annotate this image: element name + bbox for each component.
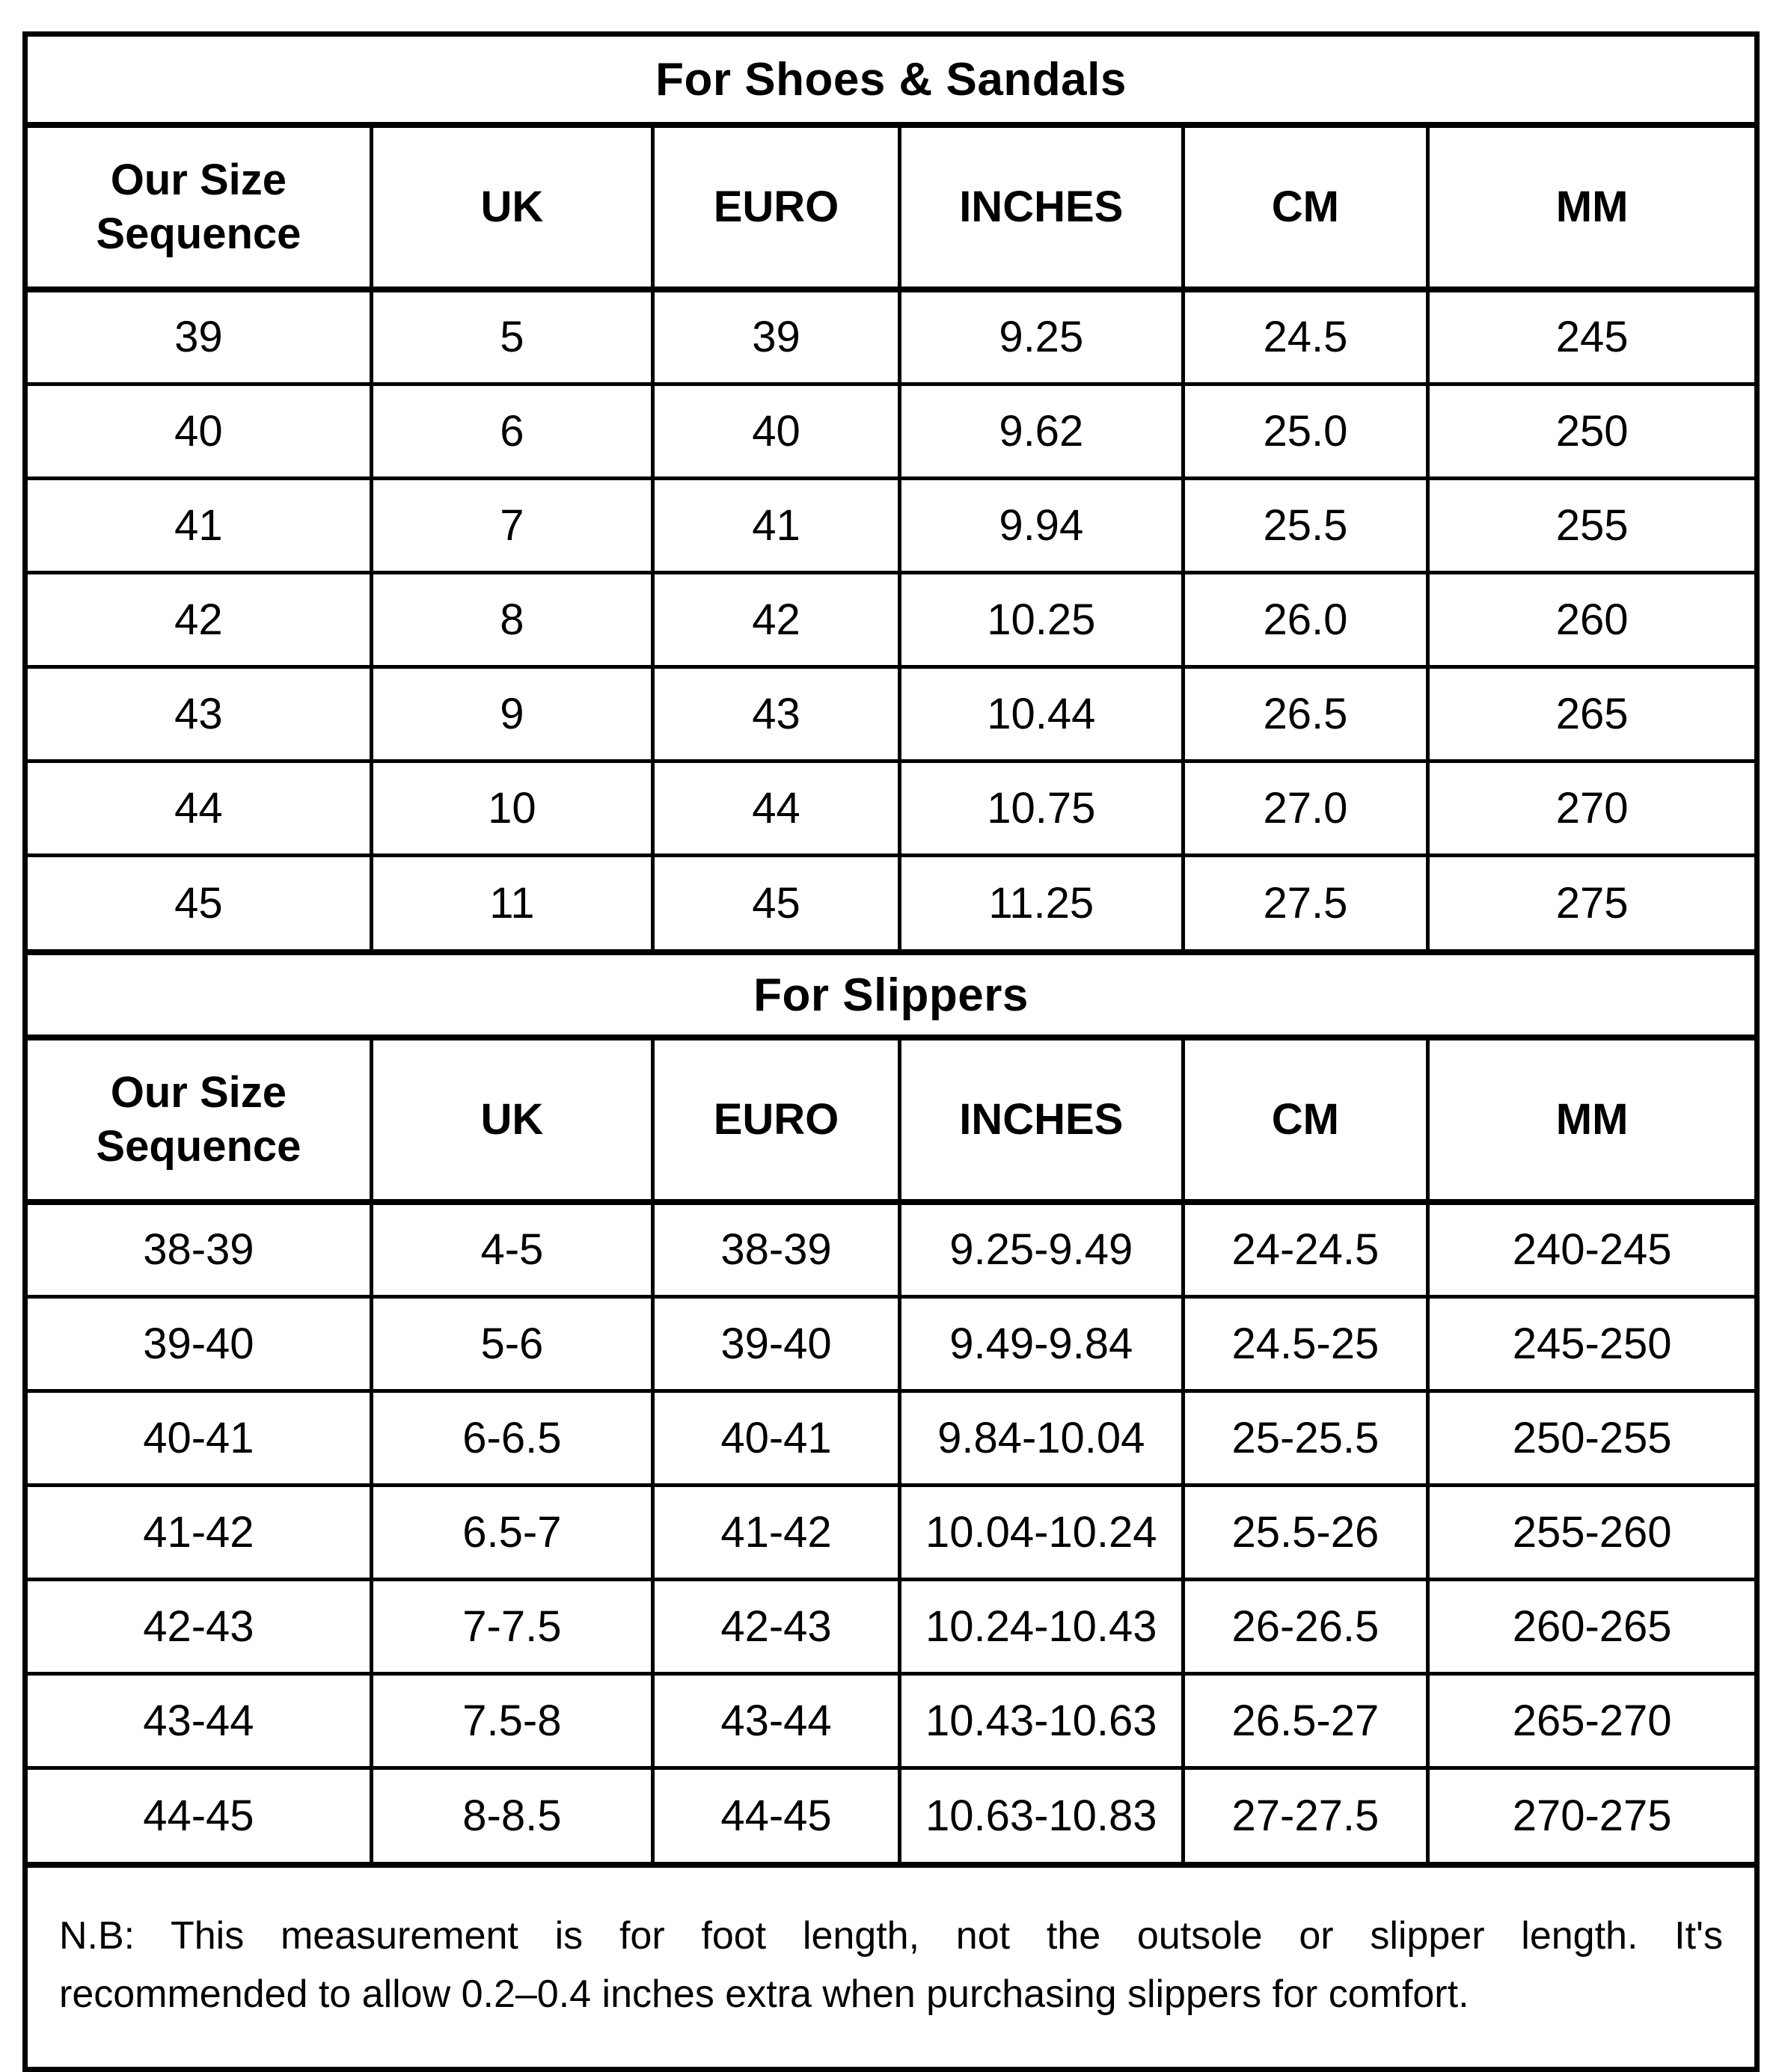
table-cell: 45 — [652, 855, 899, 949]
column-header: CM — [1183, 1040, 1428, 1202]
column-header: CM — [1183, 128, 1428, 289]
header-row — [28, 1040, 1754, 1202]
column-header: Our Size Sequence — [28, 128, 371, 289]
note-line-2: recommended to allow 0.2–0.4 inches extra when purchasing slippers for comfort. — [59, 1973, 1469, 2016]
table-cell: 10.75 — [900, 761, 1184, 855]
table-cell: 10.43-10.63 — [900, 1673, 1184, 1768]
page — [22, 31, 1760, 2072]
table-cell: 25-25.5 — [1183, 1391, 1428, 1485]
table-cell: 44-45 — [28, 1768, 371, 1862]
table-cell: 38-39 — [652, 1202, 899, 1296]
table-cell: 27.5 — [1183, 855, 1428, 949]
table-cell: 10.44 — [900, 666, 1184, 761]
table-cell: 11 — [371, 855, 652, 949]
table-cell: 45 — [28, 855, 371, 949]
table-cell: 245 — [1428, 289, 1754, 384]
table-cell: 10 — [371, 761, 652, 855]
table-cell: 10.25 — [900, 572, 1184, 666]
table-cell: 43 — [652, 666, 899, 761]
table-cell: 44 — [652, 761, 899, 855]
table-row — [28, 1673, 1754, 1768]
column-header: INCHES — [900, 128, 1184, 289]
table-cell: 26.5-27 — [1183, 1673, 1428, 1768]
table-cell: 43-44 — [28, 1673, 371, 1768]
table-cell: 255 — [1428, 478, 1754, 572]
table-cell: 11.25 — [900, 855, 1184, 949]
table-cell: 8 — [371, 572, 652, 666]
table-cell: 26.0 — [1183, 572, 1428, 666]
table-cell: 39 — [28, 289, 371, 384]
table-cell: 26.5 — [1183, 666, 1428, 761]
shoes-section-title: For Shoes & Sandals — [28, 37, 1754, 128]
table-cell: 4-5 — [371, 1202, 652, 1296]
table-cell: 5-6 — [371, 1296, 652, 1391]
table-cell: 42 — [652, 572, 899, 666]
table-cell: 275 — [1428, 855, 1754, 949]
column-header: UK — [371, 128, 652, 289]
table-cell: 42 — [28, 572, 371, 666]
table-cell: 40 — [652, 384, 899, 478]
table-cell: 10.24-10.43 — [900, 1579, 1184, 1673]
table-cell: 24-24.5 — [1183, 1202, 1428, 1296]
table-cell: 9.94 — [900, 478, 1184, 572]
table-cell: 25.0 — [1183, 384, 1428, 478]
table-cell: 27.0 — [1183, 761, 1428, 855]
table-cell: 265 — [1428, 666, 1754, 761]
column-header: EURO — [652, 1040, 899, 1202]
table-cell: 9.25 — [900, 289, 1184, 384]
table-cell: 6.5-7 — [371, 1485, 652, 1579]
size-chart-sheet — [22, 31, 1760, 2072]
table-cell: 250 — [1428, 384, 1754, 478]
table-row — [28, 1579, 1754, 1673]
table-cell: 9.49-9.84 — [900, 1296, 1184, 1391]
note-line-1: N.B: This measurement is for foot length, not the outsole or slipper length. It's — [59, 1914, 1723, 1958]
table-cell: 40-41 — [652, 1391, 899, 1485]
table-cell: 39-40 — [28, 1296, 371, 1391]
shoes-size-table — [28, 128, 1754, 949]
table-cell: 265-270 — [1428, 1673, 1754, 1768]
column-header: EURO — [652, 128, 899, 289]
table-cell: 41 — [28, 478, 371, 572]
table-cell: 43-44 — [652, 1673, 899, 1768]
table-row — [28, 1485, 1754, 1579]
table-cell: 255-260 — [1428, 1485, 1754, 1579]
table-cell: 245-250 — [1428, 1296, 1754, 1391]
table-cell: 6 — [371, 384, 652, 478]
table-cell: 260-265 — [1428, 1579, 1754, 1673]
table-cell: 270 — [1428, 761, 1754, 855]
table-cell: 40-41 — [28, 1391, 371, 1485]
table-cell: 9.25-9.49 — [900, 1202, 1184, 1296]
table-cell: 24.5 — [1183, 289, 1428, 384]
column-header: UK — [371, 1040, 652, 1202]
table-row — [28, 1296, 1754, 1391]
table-row — [28, 1391, 1754, 1485]
table-cell: 41-42 — [28, 1485, 371, 1579]
table-cell: 44 — [28, 761, 371, 855]
table-cell: 25.5 — [1183, 478, 1428, 572]
table-cell: 5 — [371, 289, 652, 384]
table-row — [28, 761, 1754, 855]
slippers-section-title: For Slippers — [28, 949, 1754, 1040]
table-cell: 42-43 — [28, 1579, 371, 1673]
column-header: INCHES — [900, 1040, 1184, 1202]
table-cell: 8-8.5 — [371, 1768, 652, 1862]
table-cell: 39-40 — [652, 1296, 899, 1391]
table-cell: 44-45 — [652, 1768, 899, 1862]
table-cell: 9.84-10.04 — [900, 1391, 1184, 1485]
table-cell: 24.5-25 — [1183, 1296, 1428, 1391]
table-cell: 39 — [652, 289, 899, 384]
table-cell: 41-42 — [652, 1485, 899, 1579]
table-cell: 43 — [28, 666, 371, 761]
table-row — [28, 666, 1754, 761]
table-row — [28, 1768, 1754, 1862]
table-cell: 7.5-8 — [371, 1673, 652, 1768]
table-row — [28, 384, 1754, 478]
column-header: MM — [1428, 128, 1754, 289]
table-cell: 250-255 — [1428, 1391, 1754, 1485]
table-cell: 42-43 — [652, 1579, 899, 1673]
table-cell: 240-245 — [1428, 1202, 1754, 1296]
table-cell: 40 — [28, 384, 371, 478]
table-row — [28, 1202, 1754, 1296]
column-header: MM — [1428, 1040, 1754, 1202]
table-row — [28, 572, 1754, 666]
table-cell: 260 — [1428, 572, 1754, 666]
table-cell: 270-275 — [1428, 1768, 1754, 1862]
measurement-note — [28, 1862, 1754, 2067]
table-cell: 7 — [371, 478, 652, 572]
table-cell: 10.63-10.83 — [900, 1768, 1184, 1862]
column-header: Our Size Sequence — [28, 1040, 371, 1202]
table-row — [28, 478, 1754, 572]
table-cell: 9.62 — [900, 384, 1184, 478]
table-cell: 27-27.5 — [1183, 1768, 1428, 1862]
table-row — [28, 289, 1754, 384]
header-row — [28, 128, 1754, 289]
table-row — [28, 855, 1754, 949]
table-cell: 10.04-10.24 — [900, 1485, 1184, 1579]
table-cell: 9 — [371, 666, 652, 761]
table-cell: 41 — [652, 478, 899, 572]
table-cell: 25.5-26 — [1183, 1485, 1428, 1579]
table-cell: 38-39 — [28, 1202, 371, 1296]
table-cell: 26-26.5 — [1183, 1579, 1428, 1673]
slippers-size-table — [28, 1040, 1754, 1862]
table-cell: 7-7.5 — [371, 1579, 652, 1673]
table-cell: 6-6.5 — [371, 1391, 652, 1485]
